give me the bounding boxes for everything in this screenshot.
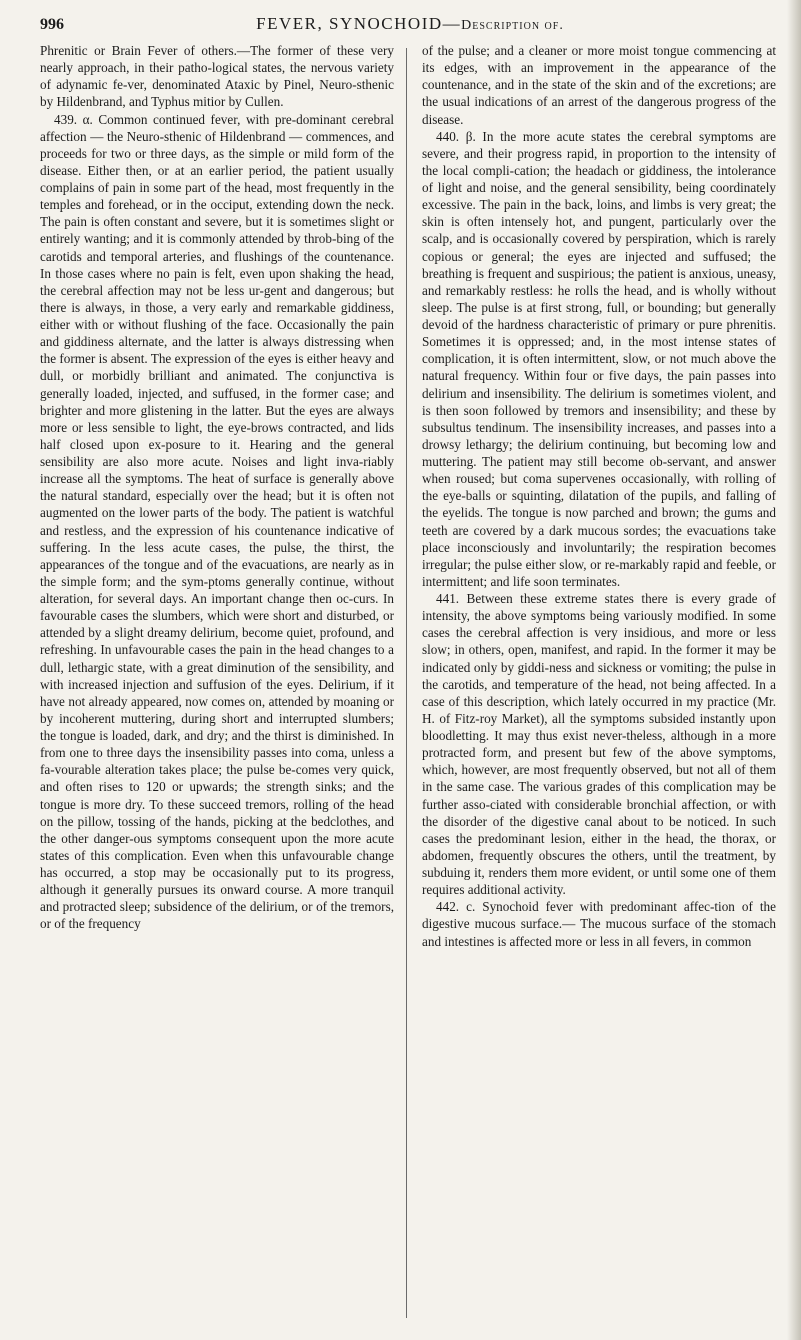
- page-number: 996: [40, 16, 64, 33]
- left-column: [40, 42, 394, 1327]
- paragraph: 441. Between these extreme states there is every grade of intensity, the above symptoms being variously modified. In some cases the cerebral affection is very insidious, and more or less slow; in others, open, manifest, and rapid. In the former it may be indicated only by giddi-ness and sickness or vomiting; the pulse in the carotids, and temperature of the head, not being affected. In a case of this description, which lately occurred in my practice (Mr. H. of Fitz-roy Market), all the symptoms subsided instantly upon bloodletting. It may thus exist never-theless, although in a more protracted form, and present but few of the above symptoms, which, however, are most frequently observed, but not all of them in the same case. The various grades of this complication may be further asso-ciated with considerable bronchial affection, or with the disorder of the digestive canal about to be noticed. In such cases the predominant lesion, either in the head, the thorax, or abdomen, frequently obscures the others, until the treatment, by subduing it, renders them more evident, or until some one of them requires additional activity.: [422, 591, 776, 898]
- running-head-dash: —: [442, 14, 462, 33]
- page-header: [40, 14, 780, 40]
- paragraph: 439. α. Common continued fever, with pre-dominant cerebral affection — the Neuro-sthenic of Hildenbrand — commences, and proceeds for two or three days, as the simple or mild form of the disease. Either then, or at an earlier period, the patient usually complains of pain in some part of the head, most frequently in the temples and forehead, or in the occiput, extending down the neck. The pain is often constant and severe, but it is sometimes slight or entirely wanting; and it is commonly attended by throb-bing of the carotids and temporal arteries, and flushings of the countenance. In those cases where no pain is felt, even upon shaking the head, the cerebral affection may not be less ur-gent and dangerous; but there is always, in those, a very early and remarkable giddiness, either with or without flushing of the face. Occasionally the pain and giddiness alternate, and the latter is always distressing when the former is absent. The expression of the eyes is either heavy and dull, or morbidly brilliant and animated. The conjunctiva is generally loaded, injected, and suffused, in the former case; and brighter and more glistening in the latter. But the eyes are always more or less sensible to light, the eye-brows contracted, and lids half closed upon ex-posure to it. Hearing and the general sensibility are also more acute. Noises and light inva-riably increase all the symptoms. The heat of surface is generally above the natural standard, especially over the head; but it is often not augmented on the lower parts of the body. The patient is watchful and restless, and the expression of his countenance indicative of suffering. In the less acute cases, the pulse, the thirst, the appearances of the tongue and of the evacuations, are nearly as in the simple form; and the sym-ptoms generally continue, without alteration, for several days. An important change then oc-curs. In favourable cases the slumbers, which were short and disturbed, or attended by a slight dreamy delirium, become quiet, profound, and refreshing. In unfavourable cases the pain in the head changes to a dull, lethargic state, with a great diminution of the sensibility, and with increased injection and suffusion of the eyes. Delirium, if it have not already appeared, now comes on, attended by moaning or by incoherent muttering, during short and interrupted slumbers; the tongue is loaded, dark, and dry; and the thirst is diminished. In from one to three days the insensibility passes into coma, unless a fa-vourable alteration takes place; the pulse be-comes very quick, and often rises to 120 or upwards; the strength sinks; and the tongue is more dry. To these succeed tremors, rolling of the head on the pillow, tossing of the hands, picking at the bedclothes, and the other danger-ous symptoms consequent upon the more acute states of this complication. Even when this unfavourable change has occurred, a stop may be occasionally put to its progress, although it generally pursues its onward course. A more tranquil and protracted sleep; subsidence of the delirium, or of the tremors, or of the frequency: [40, 111, 394, 932]
- page-edge-shadow: [787, 0, 801, 1340]
- paragraph: Phrenitic or Brain Fever of others.—The former of these very nearly approach, in their patho-logical states, the nervous variety of adynamic fe-ver, denominated Ataxic by Pinel, Neuro-sthenic by Hildenbrand, and Typhus mitior by Cullen.: [40, 43, 394, 110]
- paragraph: 442. c. Synochoid fever with predominant affec-tion of the digestive mucous surface.— The mucous surface of the stomach and intestines is affected more or less in all fevers, in common: [422, 899, 776, 949]
- running-head-title: FEVER, SYNOCHOID: [256, 14, 443, 33]
- paragraph: of the pulse; and a cleaner or more moist tongue commencing at its edges, with an improvement in the appearance of the countenance, and in the state of the skin and of the excretions; are the usual indications of an arrest of the dangerous progress of the disease.: [422, 43, 776, 127]
- column-divider: [406, 48, 407, 1318]
- running-head: [40, 14, 780, 34]
- right-column: [422, 42, 776, 1327]
- running-head-subtitle: Description of.: [461, 18, 564, 33]
- paragraph: 440. β. In the more acute states the cerebral symptoms are severe, and their progress rapid, in proportion to the intensity of the local compli-cation; the headach or giddiness, the intolerance of light and noise, and the general sensibility, being coordinately excessive. The pain in the back, loins, and limbs is very great; the skin is often intensely hot, and pungent, particularly over the scalp, and is occasionally covered by perspiration, which is rarely copious or general; the eyes are injected and suffused; the breathing is frequent and suspirious; the patient is anxious, uneasy, and remarkably restless: he rolls the head, and is wholly without sleep. The pulse is at first strong, full, or bounding; but generally devoid of the hardness characteristic of primary or pure phrenitis. Sometimes it is oppressed; and, in the most intense states of complication, it is often intermittent, slow, or not much above the natural frequency. Within four or five days, the pain passes into delirium and insensibility. The delirium is sometimes violent, and is then soon followed by tremors and insensibility; and these by subsultus tendinum. The insensibility increases, and passes into a drowsy lethargy; the delirium continuing, but becoming low and muttering. The patient may still become ob-servant, and answer when roused; but coma supervenes occasionally, with rolling of the eye-balls or squinting, dilatation of the pupils, and falling of the eyelids. The tongue is now parched and brown; the gums and teeth are covered by a dark mucous sordes; the evacuations take place inconsciously and involuntarily; the respiration becomes irregular; the pulse either slow, or re-markably rapid and feeble, or intermittent; and life soon terminates.: [422, 128, 776, 589]
- text-columns: [40, 42, 780, 1327]
